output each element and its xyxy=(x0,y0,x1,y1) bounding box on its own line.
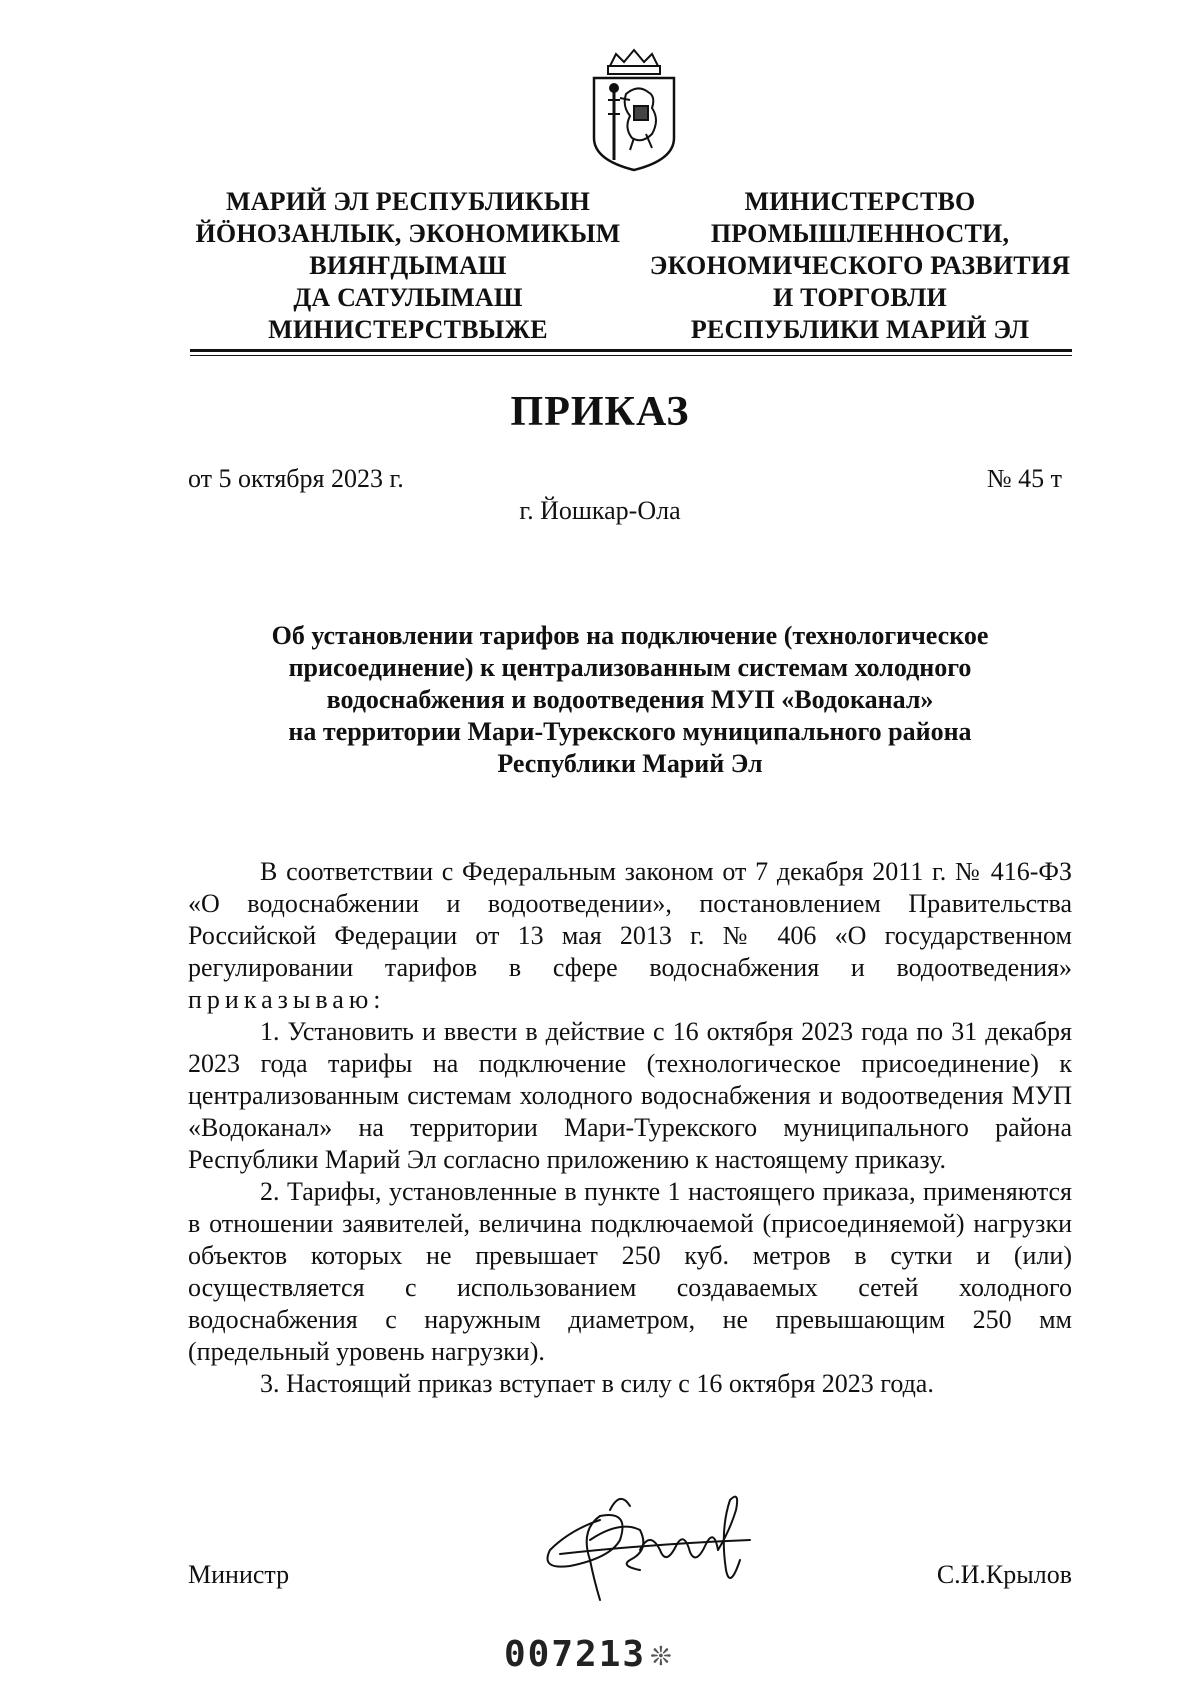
item-paragraph: 1. Установить и ввести в действие с 16 октября 2023 года по 31 декабря 2023 года тарифы на подключение (технологическое присоединение) к централизованным системам холодного водоснабжения и водоотведения МУП «Водоканал» на территории Мари-Турекского муниципального района Республики Марий Эл согласно приложению к настоящему приказу. xyxy=(188,1017,1072,1174)
subject-line: Республики Марий Эл xyxy=(497,749,763,778)
document-number: № 45 т xyxy=(986,464,1062,493)
subject-line: на территории Мари-Турекского муниципального района xyxy=(288,717,972,746)
item-paragraph: 3. Настоящий приказ вступает в силу с 16 октября 2023 года. xyxy=(260,1369,934,1398)
header-right-line: И ТОРГОВЛИ xyxy=(773,283,947,312)
header-right-line: РЕСПУБЛИКИ МАРИЙ ЭЛ xyxy=(690,315,1030,344)
header-right-line: МИНИСТЕРСТВО xyxy=(744,187,976,216)
signatory-name: С.И.Крылов xyxy=(936,1560,1072,1589)
star-mark-icon: ❊ xyxy=(650,1642,672,1671)
preamble-text: В соответствии с Федеральным законом от 7 декабря 2011 г. № 416-ФЗ «О водоснабжении и водоотведении», постановлением Правительства Российской Федерации от 13 мая 2013 г. № 406 «О государственном регулировании тарифов в сфере водоснабжения и водоотведения» xyxy=(188,857,1072,982)
header-left-line: ДА САТУЛЫМАШ xyxy=(293,283,523,312)
header-right-line: ЭКОНОМИЧЕСКОГО РАЗВИТИЯ xyxy=(649,251,1071,280)
document-date: от 5 октября 2023 г. xyxy=(188,464,404,493)
subject-line: водоснабжения и водоотведения МУП «Водоканал» xyxy=(326,685,934,714)
header-divider-thin xyxy=(190,355,1072,356)
header-divider-thick xyxy=(190,349,1072,352)
order-word: приказываю: xyxy=(188,985,386,1014)
serial-number: 007213 xyxy=(504,1634,647,1675)
document-subject xyxy=(188,620,1072,780)
handwritten-signature xyxy=(530,1470,770,1620)
header-left-line: ЙӦНОЗАНЛЫК, ЭКОНОМИКЫМ xyxy=(195,219,621,248)
item-paragraph: 2. Тарифы, установленные в пункте 1 настоящего приказа, применяются в отношении заявителей, величина подключаемой (присоединяемой) нагрузки объектов которых не превышает 250 куб. метров в сутки и (или) осуществляется с использованием создаваемых сетей холодного водоснабжения с наружным диаметром, не превышающим 250 мм (предельный уровень нагрузки). xyxy=(188,1177,1072,1366)
document-title: ПРИКАЗ xyxy=(510,389,690,435)
header-marii-block xyxy=(178,186,638,346)
header-left-line: ВИЯҤДЫМАШ xyxy=(309,251,507,280)
preamble-paragraph xyxy=(188,856,1072,1016)
header-left-line: МИНИСТЕРСТВЫЖЕ xyxy=(268,315,548,344)
coat-of-arms-emblem xyxy=(586,48,682,174)
document-body xyxy=(188,856,1072,1400)
header-right-line: ПРОМЫШЛЕННОСТИ, xyxy=(710,219,1010,248)
subject-line: Об установлении тарифов на подключение (технологическое xyxy=(271,621,989,650)
header-russian-block xyxy=(640,186,1080,346)
subject-line: присоединение) к централизованным системам холодного xyxy=(288,653,972,682)
document-city: г. Йошкар-Ола xyxy=(519,496,681,525)
signatory-position: Министр xyxy=(188,1560,290,1589)
header-left-line: МАРИЙ ЭЛ РЕСПУБЛИКЫН xyxy=(225,187,591,216)
